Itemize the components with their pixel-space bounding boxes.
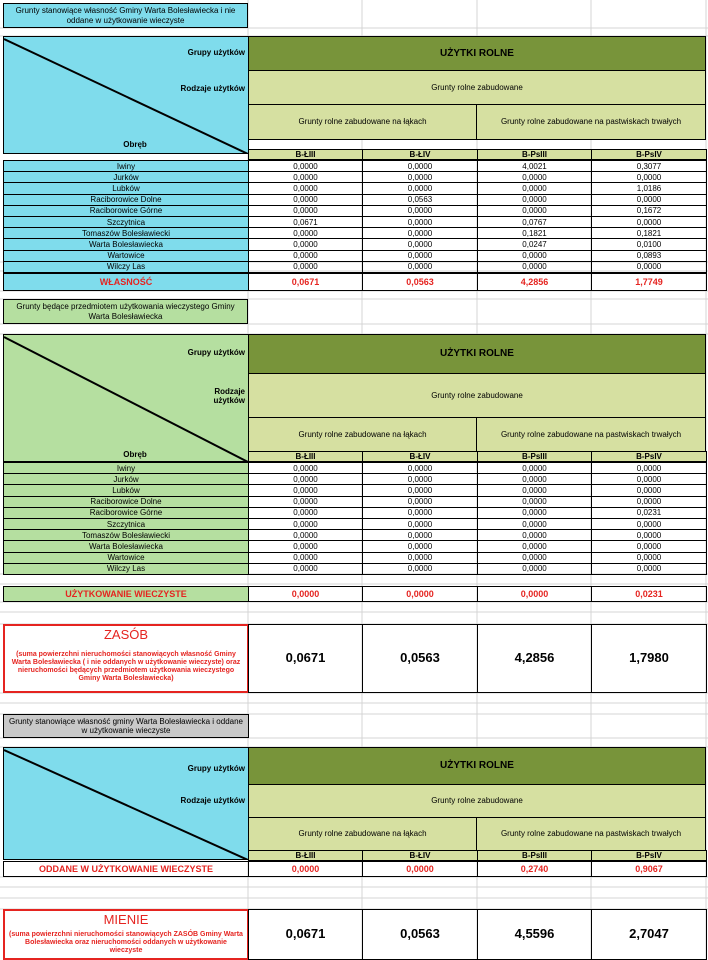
cell-value: 0,0000 xyxy=(477,171,592,183)
cell-value: 0,0000 xyxy=(362,563,478,575)
row-obreb-name: Warta Bolesławiecka xyxy=(3,238,249,250)
cell-value: 0,0000 xyxy=(477,507,592,519)
column-code: B-PsIV xyxy=(591,451,707,462)
cell-value: 0,3077 xyxy=(591,160,707,172)
row-obreb-name: Raciborowice Dolne xyxy=(3,496,249,508)
cell-value: 0,0893 xyxy=(591,250,707,262)
label-grupy-3: Grupy użytków xyxy=(187,764,245,774)
row-obreb-name: Raciborowice Dolne xyxy=(3,194,249,206)
cell-value: 0,0000 xyxy=(248,462,363,474)
cell-value: 0,0000 xyxy=(248,552,363,564)
row-obreb-name: Wartowice xyxy=(3,552,249,564)
na-pastwiskach-header-2: Grunty rolne zabudowane na pastwiskach trwałych xyxy=(476,417,706,452)
na-lakach-header-2: Grunty rolne zabudowane na łąkach xyxy=(248,417,477,452)
label-rodzaje: Rodzaje użytków xyxy=(180,84,245,94)
cell-value: 0,0000 xyxy=(591,563,707,575)
cell-value: 0,0000 xyxy=(477,473,592,485)
column-code: B-ŁIII xyxy=(248,451,363,462)
cell-value: 0,0000 xyxy=(248,473,363,485)
cell-value: 0,0000 xyxy=(248,160,363,172)
cell-value: 0,0000 xyxy=(248,540,363,552)
zasob-value: 0,0671 xyxy=(248,624,363,693)
cell-value: 0,0000 xyxy=(362,507,478,519)
row-obreb-name: Lubków xyxy=(3,182,249,194)
cell-value: 0,1821 xyxy=(591,227,707,239)
column-code: B-PsIV xyxy=(591,149,707,160)
cell-value: 0,0000 xyxy=(477,540,592,552)
cell-value: 0,0000 xyxy=(362,182,478,194)
row-obreb-name: Jurków xyxy=(3,171,249,183)
cell-value: 0,0000 xyxy=(591,529,707,541)
cell-value: 0,0000 xyxy=(362,171,478,183)
mienie-value: 0,0563 xyxy=(362,909,478,960)
total-value: 1,7749 xyxy=(591,273,707,291)
row-obreb-name: Szczytnica xyxy=(3,518,249,530)
cell-value: 0,0000 xyxy=(477,484,592,496)
label-obreb: Obręb xyxy=(123,140,147,150)
na-lakach-header: Grunty rolne zabudowane na łąkach xyxy=(248,104,477,140)
grunty-rolne-zabudowane-header-2: Grunty rolne zabudowane xyxy=(248,373,706,418)
total-value: 0,0671 xyxy=(248,273,363,291)
cell-value: 0,0000 xyxy=(591,194,707,206)
cell-value: 0,0000 xyxy=(362,484,478,496)
total-value: 0,0000 xyxy=(248,861,363,877)
column-code: B-ŁIV xyxy=(362,850,478,861)
cell-value: 0,0000 xyxy=(248,171,363,183)
cell-value: 0,0000 xyxy=(248,496,363,508)
row-obreb-name: Wilczy Las xyxy=(3,261,249,273)
cell-value: 0,0000 xyxy=(477,194,592,206)
grunty-rolne-zabudowane-header-3: Grunty rolne zabudowane xyxy=(248,784,706,818)
mienie-title: MIENIE xyxy=(103,911,149,927)
row-obreb-name: Iwiny xyxy=(3,160,249,172)
total-value: 0,0000 xyxy=(248,586,363,602)
wlasnosc-label: WŁASNOŚĆ xyxy=(3,273,249,291)
row-obreb-name: Raciborowice Górne xyxy=(3,507,249,519)
cell-value: 0,1672 xyxy=(591,205,707,217)
na-pastwiskach-header: Grunty rolne zabudowane na pastwiskach trwałych xyxy=(476,104,706,140)
cell-value: 0,0000 xyxy=(362,227,478,239)
cell-value: 0,0000 xyxy=(477,261,592,273)
cell-value: 0,0000 xyxy=(248,261,363,273)
oddane-label: ODDANE W UŻYTKOWANIE WIECZYSTE xyxy=(3,861,249,877)
cell-value: 0,0000 xyxy=(248,238,363,250)
column-code: B-ŁIV xyxy=(362,149,478,160)
total-value: 0,0000 xyxy=(362,586,478,602)
cell-value: 0,0000 xyxy=(362,216,478,228)
cell-value: 0,0000 xyxy=(248,518,363,530)
uzytki-rolne-header: UŻYTKI ROLNE xyxy=(248,36,706,71)
cell-value: 0,0000 xyxy=(591,473,707,485)
zasob-desc: (suma powierzchni nieruchomości stanowiących własność Gminy Warta Bolesławiecka ( i nie oddanych w użytkowanie wieczyste) oraz nieruchomości będących przedmiotem użytkowania wieczystego Gminy Warta Bolesławiecka) xyxy=(11,650,241,683)
cell-value: 0,0000 xyxy=(591,518,707,530)
total-value: 4,2856 xyxy=(477,273,592,291)
column-code: B-ŁIV xyxy=(362,451,478,462)
label-obreb-2: Obręb xyxy=(123,450,147,460)
label-rodzaje-2: Rodzaje użytków xyxy=(213,386,245,405)
section1-title: Grunty stanowiące własność Gminy Warta Bolesławiecka i nie oddane w użytkowanie wieczyste xyxy=(3,3,248,28)
cell-value: 0,0100 xyxy=(591,238,707,250)
row-obreb-name: Jurków xyxy=(3,473,249,485)
row-obreb-name: Tomaszów Bolesławiecki xyxy=(3,227,249,239)
cell-value: 0,0000 xyxy=(477,250,592,262)
mienie-box xyxy=(3,909,249,960)
cell-value: 0,0000 xyxy=(591,496,707,508)
cell-value: 0,0000 xyxy=(248,563,363,575)
cell-value: 0,0000 xyxy=(362,529,478,541)
mienie-value: 0,0671 xyxy=(248,909,363,960)
label-grupy: Grupy użytków xyxy=(187,48,245,58)
total-value: 0,0563 xyxy=(362,273,478,291)
cell-value: 0,0767 xyxy=(477,216,592,228)
column-code: B-PsIII xyxy=(477,850,592,861)
row-obreb-name: Iwiny xyxy=(3,462,249,474)
row-obreb-name: Lubków xyxy=(3,484,249,496)
cell-value: 0,0247 xyxy=(477,238,592,250)
cell-value: 4,0021 xyxy=(477,160,592,172)
uzytki-rolne-header-2: UŻYTKI ROLNE xyxy=(248,334,706,374)
column-code: B-ŁIII xyxy=(248,850,363,861)
cell-value: 0,0000 xyxy=(477,182,592,194)
total-value: 0,9067 xyxy=(591,861,707,877)
cell-value: 0,0000 xyxy=(362,205,478,217)
cell-value: 0,0000 xyxy=(591,216,707,228)
label-grupy-2: Grupy użytków xyxy=(187,348,245,358)
cell-value: 0,0000 xyxy=(591,540,707,552)
cell-value: 0,0671 xyxy=(248,216,363,228)
zasob-title: ZASÓB xyxy=(103,626,149,642)
cell-value: 0,0000 xyxy=(477,563,592,575)
grunty-rolne-zabudowane-header: Grunty rolne zabudowane xyxy=(248,70,706,105)
cell-value: 0,0000 xyxy=(477,496,592,508)
na-lakach-header-3: Grunty rolne zabudowane na łąkach xyxy=(248,817,477,851)
total-value: 0,0000 xyxy=(362,861,478,877)
cell-value: 0,0000 xyxy=(362,473,478,485)
mienie-desc: (suma powierzchni nieruchomości stanowiących ZASÓB Gminy Warta Bolesławiecka oraz nieruchomości oddanych w użytkowanie wieczyste xyxy=(9,930,243,955)
label-rodzaje-3: Rodzaje użytków xyxy=(180,796,245,806)
cell-value: 0,0000 xyxy=(362,250,478,262)
cell-value: 0,0000 xyxy=(477,529,592,541)
na-pastwiskach-header-3: Grunty rolne zabudowane na pastwiskach trwałych xyxy=(476,817,706,851)
cell-value: 0,0000 xyxy=(248,484,363,496)
cell-value: 0,0000 xyxy=(248,182,363,194)
column-code: B-PsIV xyxy=(591,850,707,861)
cell-value: 0,0000 xyxy=(248,205,363,217)
cell-value: 0,0000 xyxy=(248,507,363,519)
cell-value: 0,0000 xyxy=(362,462,478,474)
cell-value: 0,0000 xyxy=(362,160,478,172)
cell-value: 0,0000 xyxy=(362,496,478,508)
cell-value: 0,0000 xyxy=(477,462,592,474)
cell-value: 0,0000 xyxy=(591,171,707,183)
cell-value: 0,0000 xyxy=(248,529,363,541)
total-value: 0,0231 xyxy=(591,586,707,602)
row-obreb-name: Warta Bolesławiecka xyxy=(3,540,249,552)
cell-value: 0,0000 xyxy=(362,540,478,552)
cell-value: 0,0000 xyxy=(591,462,707,474)
cell-value: 1,0186 xyxy=(591,182,707,194)
column-code: B-PsIII xyxy=(477,451,592,462)
zasob-value: 4,2856 xyxy=(477,624,592,693)
row-obreb-name: Wilczy Las xyxy=(3,563,249,575)
mienie-value: 4,5596 xyxy=(477,909,592,960)
zasob-value: 1,7980 xyxy=(591,624,707,693)
row-obreb-name: Szczytnica xyxy=(3,216,249,228)
total-value: 0,0000 xyxy=(477,586,592,602)
cell-value: 0,0000 xyxy=(591,261,707,273)
cell-value: 0,0000 xyxy=(362,552,478,564)
zasob-value: 0,0563 xyxy=(362,624,478,693)
zasob-box xyxy=(3,624,249,693)
cell-value: 0,0000 xyxy=(248,250,363,262)
section3-title: Grunty stanowiące własność gminy Warta Bolesławiecka i oddane w użytkowanie wieczyste xyxy=(3,714,249,738)
cell-value: 0,0000 xyxy=(477,552,592,564)
cell-value: 0,0000 xyxy=(248,194,363,206)
uzytkowanie-label: UŻYTKOWANIE WIECZYSTE xyxy=(3,586,249,602)
cell-value: 0,0000 xyxy=(591,484,707,496)
column-code: B-PsIII xyxy=(477,149,592,160)
uzytki-rolne-header-3: UŻYTKI ROLNE xyxy=(248,747,706,785)
cell-value: 0,0000 xyxy=(362,261,478,273)
row-obreb-name: Tomaszów Bolesławiecki xyxy=(3,529,249,541)
total-value: 0,2740 xyxy=(477,861,592,877)
cell-value: 0,0000 xyxy=(362,518,478,530)
cell-value: 0,1821 xyxy=(477,227,592,239)
column-code: B-ŁIII xyxy=(248,149,363,160)
cell-value: 0,0000 xyxy=(477,205,592,217)
cell-value: 0,0000 xyxy=(591,552,707,564)
cell-value: 0,0000 xyxy=(477,518,592,530)
cell-value: 0,0000 xyxy=(248,227,363,239)
section2-title: Grunty będące przedmiotem użytkowania wieczystego Gminy Warta Bolesławiecka xyxy=(3,299,248,324)
row-obreb-name: Wartowice xyxy=(3,250,249,262)
cell-value: 0,0000 xyxy=(362,238,478,250)
mienie-value: 2,7047 xyxy=(591,909,707,960)
cell-value: 0,0231 xyxy=(591,507,707,519)
row-obreb-name: Raciborowice Górne xyxy=(3,205,249,217)
cell-value: 0,0563 xyxy=(362,194,478,206)
